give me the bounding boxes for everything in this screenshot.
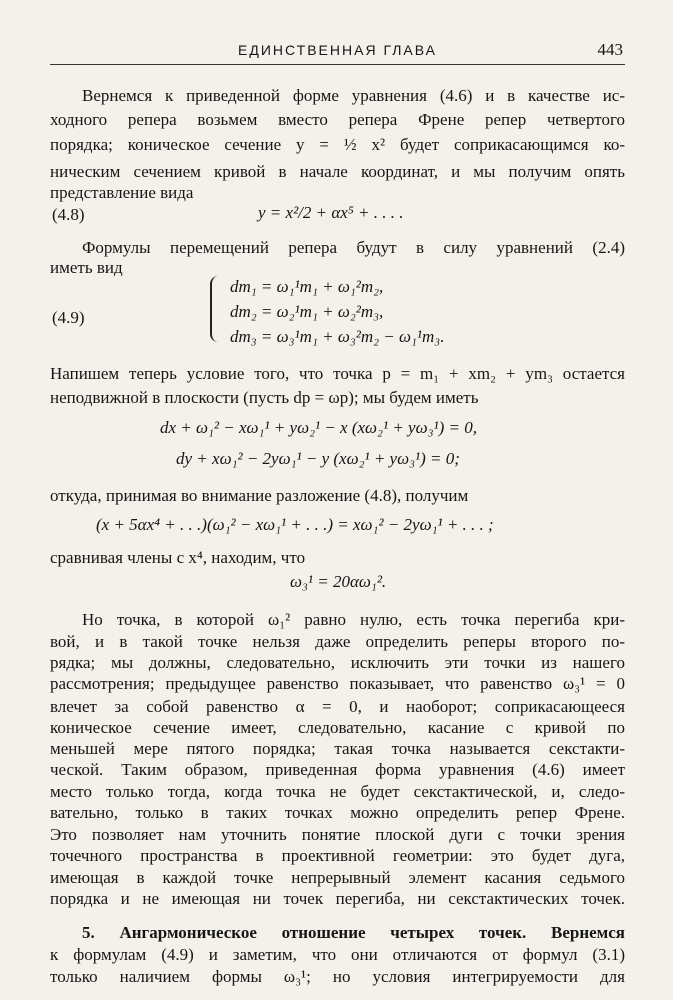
text-line: откуда, принимая во внимание разложение (4.8), получим [50,486,469,505]
equation-number: (4.8) [52,205,85,224]
equation-dx: dx + ω₁² − xω₁¹ + yω₂¹ − x (xω₂¹ + yω₃¹) = 0, [160,418,477,437]
text-line: меньшей мере пятого порядка; такая точка называется секстакти- [50,739,625,758]
text-line: влечет за собой равенство α = 0, и наоборот; соприкасающееся [50,697,625,716]
text-line: вательно, только в таких точках можно определить репер Френе. [50,803,625,822]
section-heading-line: 5. Ангармоническое отношение четырех точек. Вернемся [82,923,625,942]
text-line: место только тогда, когда точка не будет секстактической, и, следо- [50,782,625,801]
text-line: Формулы перемещений репера будут в силу уравнений (2.4) [82,238,625,257]
text-line: неподвижной в плоскости (пусть dp = ωp); мы будем иметь [50,388,479,407]
text-line: порядка; коническое сечение y = ½ x² будет соприкасающимся ко- [50,135,625,154]
system-brace [210,276,222,342]
equation-omega: ω₃¹ = 20αω₁². [290,572,387,591]
text-line: Вернемся к приведенной форме уравнения (4.6) и в качестве ис- [82,86,625,105]
text-line: ническим сечением кривой в начале координат, и мы получим опять [50,162,625,181]
text-line: имеющая в каждой точке непрерывный элемент касания седьмого [50,868,625,887]
text-line: порядка и не имеющая ни точек перегиба, ни секстактических точек. [50,889,625,908]
text-line: рядка; мы должны, следовательно, исключить эти точки из нашего [50,653,625,672]
text-line: Но точка, в которой ω₁² равно нулю, есть точка перегиба кри- [82,610,625,629]
equation-4-9-line-2: dm₂ = ω₂¹m₁ + ω₂²m₃, [230,302,384,321]
text-line: ходного репера возьмем вместо репера Френе репер четвертого [50,110,625,129]
text-line: ческой. Таким образом, приведенная форма уравнения (4.6) имеет [50,760,625,779]
equation-dy: dy + xω₁² − 2yω₁¹ − y (xω₂¹ + yω₃¹) = 0; [176,449,460,468]
text-line: представление вида [50,183,194,202]
equation-expansion: (x + 5αx⁴ + . . .)(ω₁² − xω₁¹ + . . .) = xω₁² − 2yω₁¹ + . . . ; [96,515,494,534]
text-line: точечного пространства в проективной геометрии: это будет дуга, [50,846,625,865]
equation-4-8: y = x²/2 + αx⁵ + . . . . [258,203,404,222]
text-line: вой, и в такой точке нельзя даже определить реперы второго по- [50,632,625,651]
text-line: к формулам (4.9) и заметим, что они отличаются от формул (3.1) [50,945,625,964]
running-title: ЕДИНСТВЕННАЯ ГЛАВА [238,42,437,58]
text-line: рассмотрения; предыдущее равенство показывает, что равенство ω₃¹ = 0 [50,674,625,693]
text-line: коническое сечение имеет, следовательно, касание с кривой по [50,718,625,737]
equation-4-9-line-1: dm₁ = ω₁¹m₁ + ω₁²m₂, [230,277,384,296]
text-line: иметь вид [50,258,123,277]
page-header [50,42,625,65]
text-line: сравнивая члены с x⁴, находим, что [50,548,306,567]
text-line: только наличием формы ω₃¹; но условия интегрируемости для [50,967,625,986]
equation-4-9-line-3: dm₃ = ω₃¹m₁ + ω₃²m₂ − ω₁¹m₃. [230,327,445,346]
equation-number: (4.9) [52,308,85,327]
text-line: Это позволяет нам уточнить понятие плоской дуги с точки зрения [50,825,625,844]
text-line: Напишем теперь условие того, что точка p = m₁ + xm₂ + ym₃ остается [50,364,625,383]
page-number: 443 [597,40,623,59]
